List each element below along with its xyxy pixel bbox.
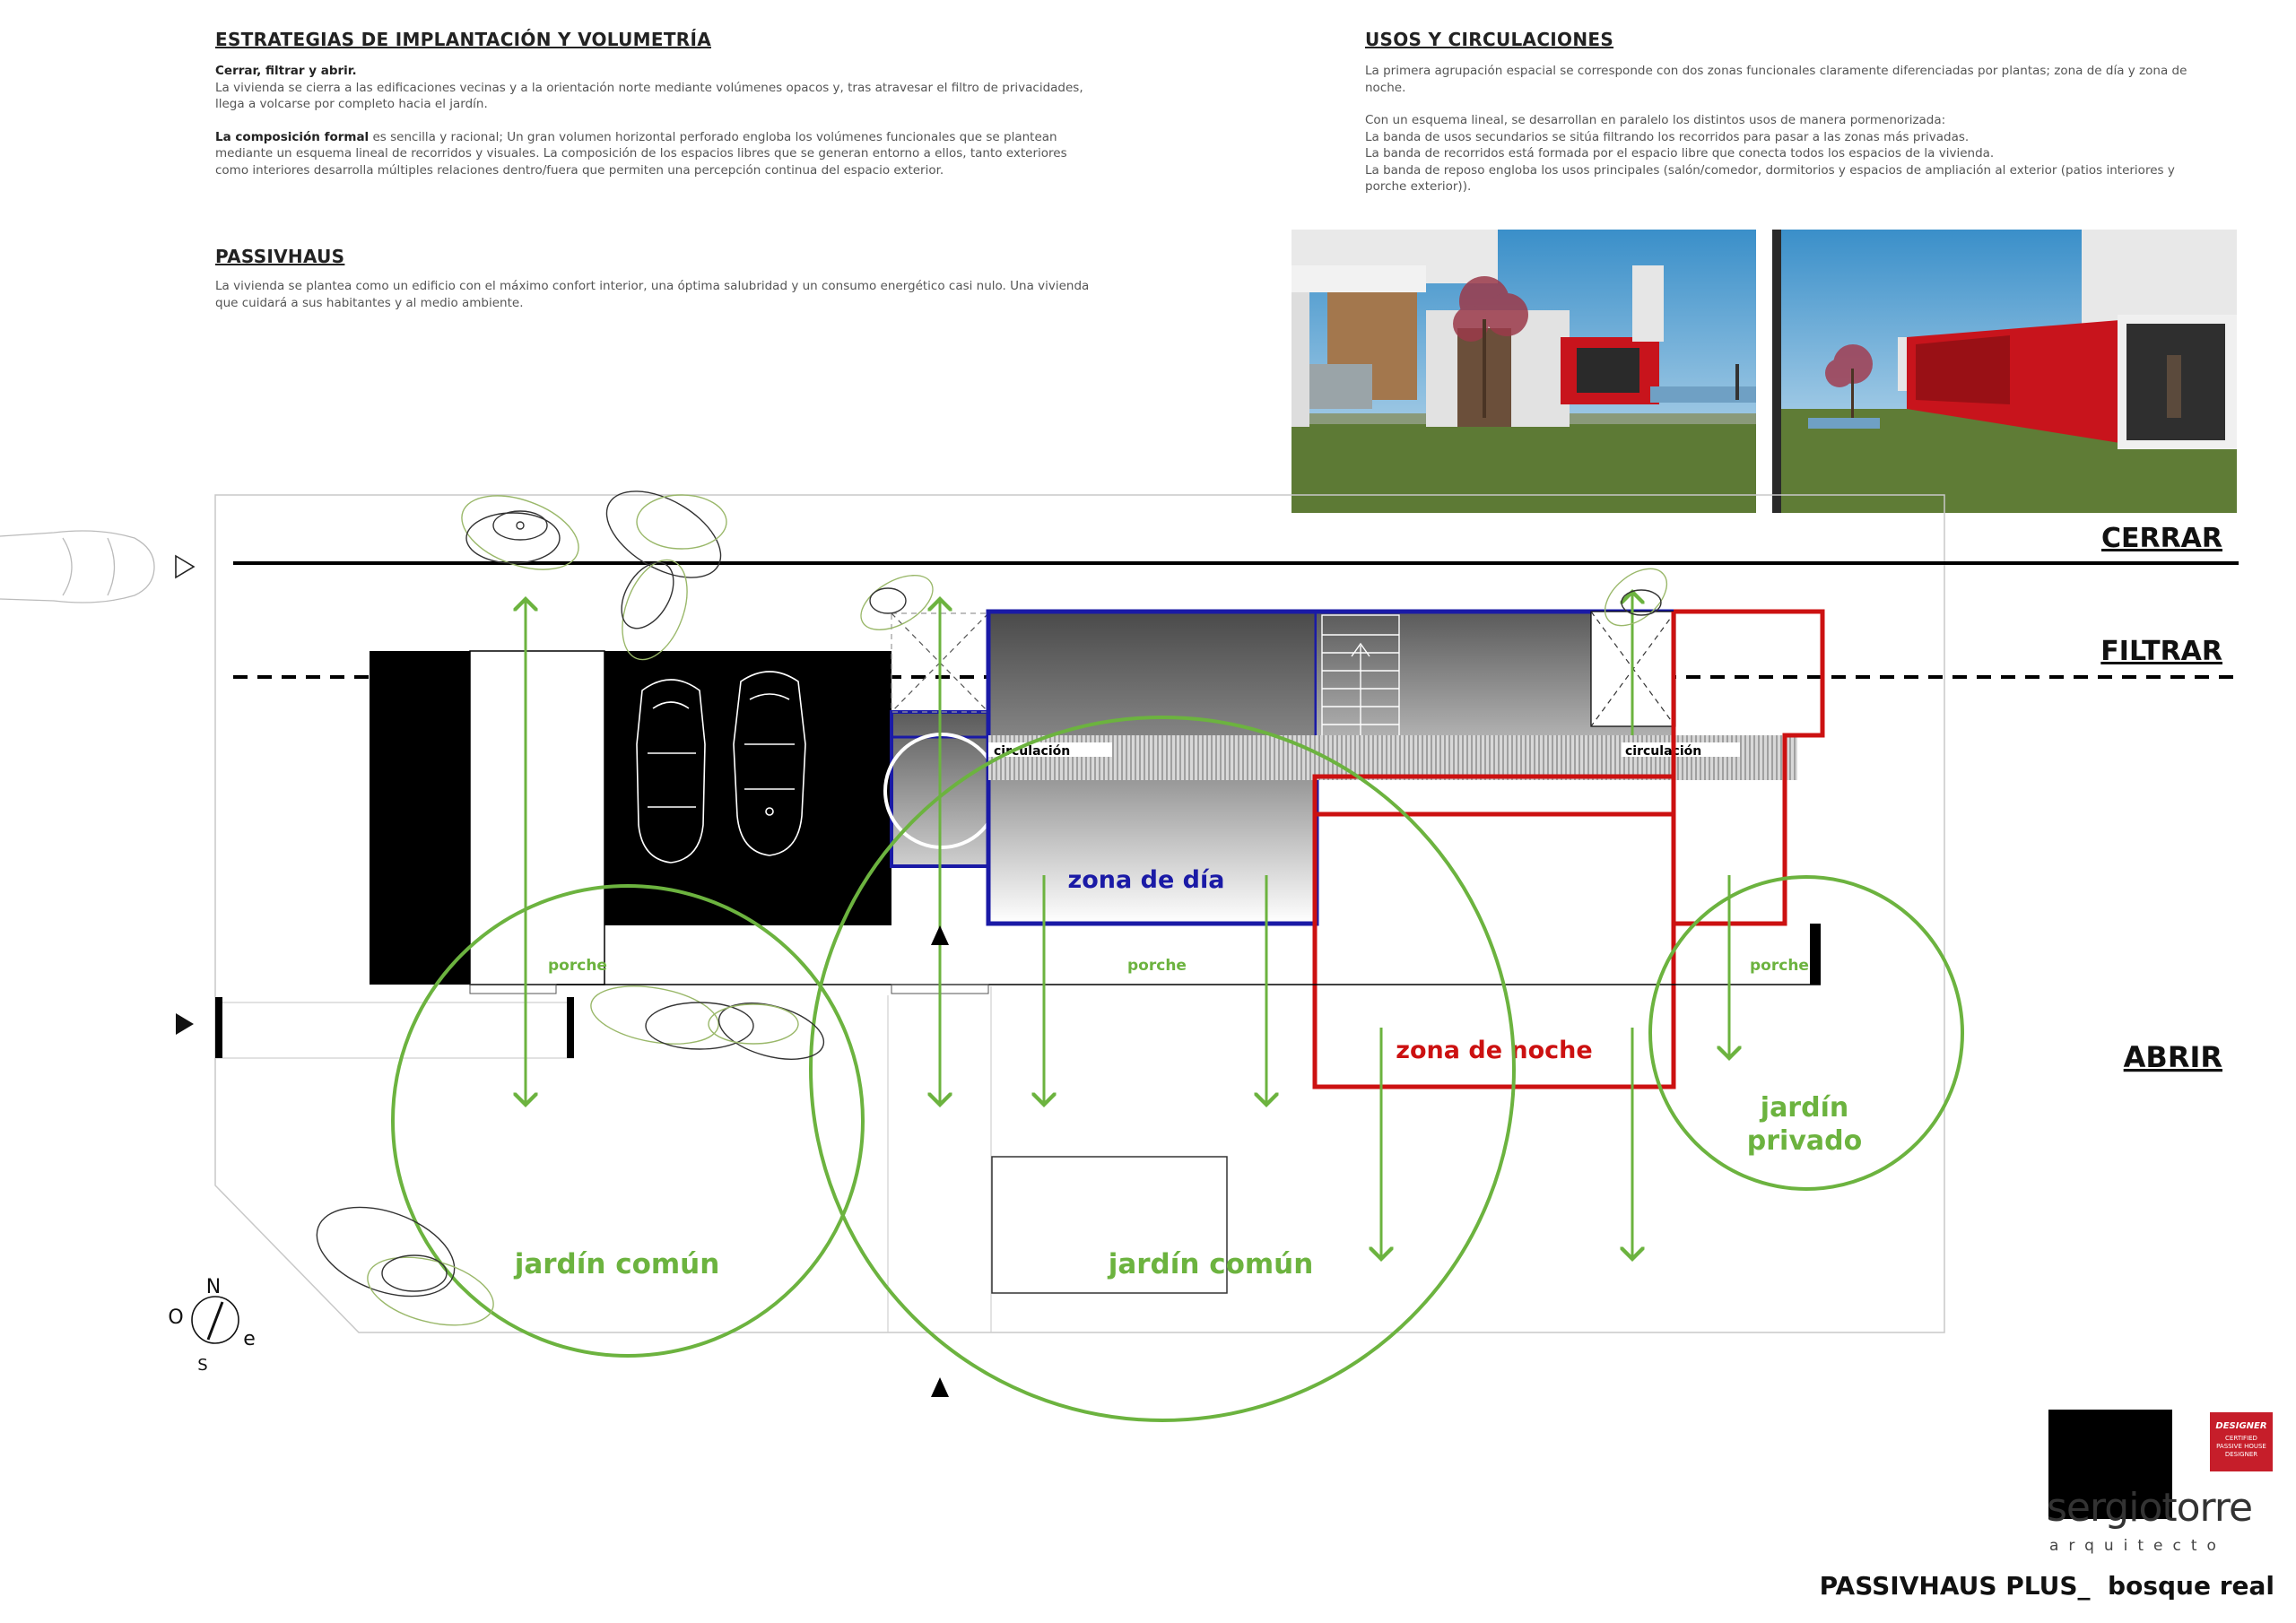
label-jardin-comun-1: jardín común (514, 1248, 720, 1280)
label-zona-dia: zona de día (1067, 866, 1225, 894)
text-composicion: es sencilla y racional; Un gran volumen horizontal perforado engloba los volúmenes funcionales que se plantean mediante un esquema lineal de recorridos y visuales. La composición de los espacios libres que se generan entorno a ellos, tanto exteriores como interiores desarrolla múltiples relaciones dentro/fuera que permiten una percepción continua del espacio exterior. (215, 129, 1067, 178)
compass (192, 1297, 239, 1343)
heading-usos: USOS Y CIRCULACIONES (1365, 29, 1614, 50)
triangle-marker-1 (931, 925, 949, 945)
para-usos-2c: La banda de recorridos está formada por el espacio libre que conecta todos los espacios de la vivienda. (1365, 146, 1995, 161)
label-porche-3: porche (1750, 957, 1809, 975)
garage-volume (604, 651, 891, 925)
para-usos-2d: La banda de reposo engloba los usos principales (salón/comedor, dormitorios y espacios de ampliación al exterior (patios interiores y porche exterior)). (1365, 162, 2175, 194)
para-cerrar: La vivienda se cierra a las edificaciones vecinas y a la orientación norte mediante volúmenes opacos y, tras atravesar el filtro de privacidades, llega a volcarse por completo hacia el jardín. (215, 80, 1083, 111)
heading-estrategias: ESTRATEGIAS DE IMPLANTACIÓN Y VOLUMETRÍA (215, 29, 711, 50)
tree-cluster-2 (592, 473, 735, 668)
para-passivhaus: La vivienda se plantea como un edificio con el máximo confort interior, una óptima salubridad y un consumo energético casi nulo. Una vivienda que cuidará a sus habitantes y al medio ambiente. (215, 279, 1090, 310)
badge-line1: DESIGNER (2215, 1421, 2267, 1431)
brand-name: sergiotorre (2047, 1485, 2253, 1531)
entry-marker-open (176, 556, 194, 577)
compass-s: S (197, 1356, 208, 1375)
label-circulacion-2: circulación (1625, 744, 1702, 759)
label-abrir: ABRIR (2123, 1040, 2222, 1074)
heading-passivhaus: PASSIVHAUS (215, 246, 345, 267)
tree-cluster-1 (452, 482, 588, 584)
label-jardin-privado-1: jardín (1760, 1092, 1849, 1124)
black-volume-west (370, 651, 470, 985)
car-outline-street (0, 531, 154, 603)
label-porche-1: porche (548, 957, 607, 975)
brand-subtitle: arquitecto (2049, 1537, 2226, 1555)
label-circulacion-1: circulación (994, 744, 1071, 759)
compass-e: e (243, 1328, 256, 1350)
label-porche-2: porche (1127, 957, 1187, 975)
label-zona-noche: zona de noche (1396, 1037, 1593, 1064)
project-title: PASSIVHAUS PLUS_ bosque real (1819, 1571, 2274, 1601)
compass-o: O (168, 1306, 184, 1329)
compass-n: N (205, 1276, 222, 1298)
bold-composicion: La composición formal (215, 129, 370, 144)
tree-cluster-6 (305, 1190, 501, 1337)
triangle-marker-2 (931, 1377, 949, 1397)
badge-line2: CERTIFIED PASSIVE HOUSE DESIGNER (2216, 1435, 2266, 1458)
para-usos-1: La primera agrupación espacial se corresponde con dos zonas funcionales claramente diferenciadas por plantas; zona de día y zona de noche. (1365, 64, 2187, 95)
tree-cluster-5 (587, 977, 830, 1070)
label-jardin-privado-2: privado (1746, 1125, 1863, 1157)
subheading-cerrar: Cerrar, filtrar y abrir. (215, 64, 357, 78)
label-jardin-comun-2: jardín común (1108, 1248, 1314, 1280)
label-cerrar: CERRAR (2100, 523, 2222, 554)
entry-marker-filled (176, 1013, 194, 1035)
para-usos-2b: La banda de usos secundarios se sitúa filtrando los recorridos para pasar a las zonas más privadas. (1365, 129, 1970, 144)
para-usos-2a: Con un esquema lineal, se desarrollan en paralelo los distintos usos de manera pormenorizada: (1365, 113, 1946, 127)
label-filtrar: FILTRAR (2100, 636, 2222, 667)
tree-cluster-3 (852, 564, 942, 641)
passive-house-designer-badge (2210, 1412, 2273, 1471)
